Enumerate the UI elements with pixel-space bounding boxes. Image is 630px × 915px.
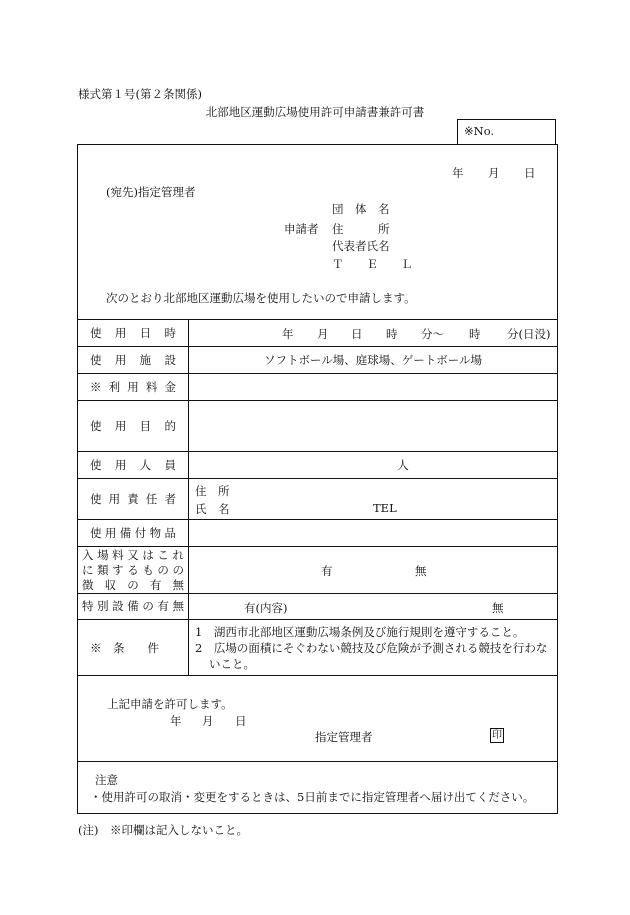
approval-day: 日 [235,714,247,728]
value-facility: ソフトボール場、庭球場、ゲートボール場 [189,347,558,374]
value-purpose [189,401,558,452]
notes-item: ・使用許可の取消・変更をするときは、5日前までに指定管理者へ届け出てください。 [90,790,535,804]
value-manager [189,479,558,520]
condition-1: 1 湖西市北部地区運動広場条例及び施行規則を遵守すること。 [195,624,525,639]
dt-hour-end: 時 [469,327,481,341]
date-month: 月 [488,166,500,180]
field-tel: Ｔ Ｅ Ｌ [332,257,413,271]
approval-text: 上記申請を許可します。 [107,697,233,711]
form-title: 北部地区運動広場使用許可申請書兼許可書 [205,105,425,119]
admission-yes: 有 [321,564,333,578]
value-admission [189,547,558,594]
row-datetime [78,320,558,347]
special-no: 無 [492,601,504,615]
applicant-label: 申請者 [284,222,319,236]
dt-month: 月 [317,327,329,341]
label-manager: 使用責任者 [78,479,189,520]
label-people: 使用人員 [78,452,189,479]
value-conditions [189,620,558,676]
notes-cell [78,762,558,814]
approval-section [78,676,558,762]
approval-manager: 指定管理者 [315,730,373,744]
admission-label-3: 徴収の有無 [82,577,184,592]
condition-2: 2 広場の面積にそぐわない競技及び危険が予測される競技を行わないこと。 [195,640,548,671]
dt-year: 年 [282,327,294,341]
header-section [78,145,558,320]
row-special [78,594,558,620]
header-cell [78,145,558,320]
notes-section [78,762,558,814]
value-fee [189,374,558,401]
date-year: 年 [452,166,464,180]
label-conditions: ※ 条 件 [78,620,189,676]
value-equipment [189,520,558,547]
label-purpose: 使用目的 [78,401,189,452]
special-yes: 有(内容) [244,601,288,615]
row-equipment [78,520,558,547]
value-datetime [189,320,558,347]
footnote: (注) ※印欄は記入しないこと。 [78,823,248,837]
label-special: 特別設備の有無 [78,594,189,620]
row-manager [78,479,558,520]
label-facility: 使用施設 [78,347,189,374]
row-conditions [78,620,558,676]
admission-label-2: に類するものの [82,562,184,577]
row-purpose [78,401,558,452]
value-special [189,594,558,620]
label-fee: ※利用料金 [78,374,189,401]
form-number: 様式第１号(第２条関係) [78,87,202,101]
addressee: (宛先)指定管理者 [106,185,196,199]
label-admission [78,547,189,594]
dt-minute: 分～ [421,327,444,341]
intro-text: 次のとおり北部地区運動広場を使用したいので申請します。 [106,291,416,305]
label-equipment: 使用備付物品 [78,520,189,547]
row-admission [78,547,558,594]
dt-hour: 時 [386,327,398,341]
notes-heading: 注意 [95,773,118,787]
field-representative: 代表者氏名 [332,239,390,253]
approval-year: 年 [170,714,182,728]
admission-no: 無 [415,564,427,578]
dt-day: 日 [351,327,363,341]
approval-month: 月 [202,714,214,728]
label-datetime: 使用日時 [78,320,189,347]
number-box: ※No. [457,119,556,144]
row-fee [78,374,558,401]
manager-address: 住 所 [195,484,230,498]
manager-tel: TEL [373,501,397,515]
admission-label-1: 入場料又はこれ [82,547,184,562]
application-table [77,144,558,814]
seal-stamp: 印 [492,730,502,741]
value-people: 人 [189,452,558,479]
row-facility [78,347,558,374]
manager-name: 氏 名 [195,502,230,516]
dt-minute-end: 分(日没) [507,327,551,341]
field-group-name: 団 体 名 [332,202,390,216]
approval-cell [78,676,558,762]
row-people [78,452,558,479]
date-day: 日 [524,166,536,180]
field-address: 住 所 [332,222,390,236]
